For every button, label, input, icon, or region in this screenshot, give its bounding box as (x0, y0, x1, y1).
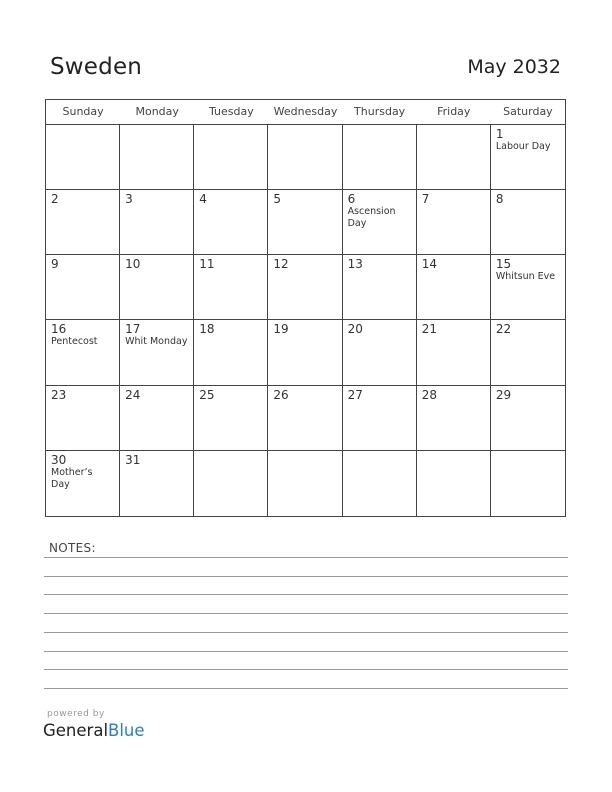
day-number: 16 (51, 322, 67, 337)
day-cells (46, 125, 565, 516)
day-cell (491, 190, 565, 255)
note-line (44, 669, 568, 670)
calendar-grid (45, 99, 566, 517)
day-number: 31 (125, 452, 141, 467)
day-cell (194, 190, 268, 255)
day-cell (491, 386, 565, 451)
day-cell (268, 386, 342, 451)
month-year-title: May 2032 (467, 56, 561, 78)
weekday-wednesday: Wednesday (273, 105, 338, 118)
weekday-header (46, 100, 565, 125)
weekday-monday: Monday (135, 105, 179, 118)
day-number: 2 (51, 192, 59, 207)
generalblue-logo[interactable] (43, 721, 145, 740)
day-cell (46, 125, 120, 190)
day-number: 30 (51, 452, 67, 467)
day-cell (46, 255, 120, 320)
day-cell (194, 320, 268, 385)
weekday-tuesday: Tuesday (208, 105, 254, 118)
day-cell (417, 320, 491, 385)
day-number: 10 (125, 257, 141, 272)
day-number: 3 (125, 192, 133, 207)
day-cell (491, 255, 565, 320)
day-cell (268, 125, 342, 190)
day-cell (343, 255, 417, 320)
day-number: 20 (347, 322, 363, 337)
day-number: 19 (273, 322, 289, 337)
note-line (44, 688, 568, 689)
day-cell (417, 190, 491, 255)
day-cell (268, 320, 342, 385)
holiday-label: Ascension Day (347, 206, 396, 230)
day-number: 29 (495, 387, 512, 402)
day-cell (417, 451, 491, 516)
day-cell (120, 451, 194, 516)
day-cell (343, 190, 417, 255)
note-line (44, 651, 568, 652)
note-line (44, 557, 568, 558)
day-cell (120, 320, 194, 385)
day-number: 9 (51, 257, 59, 272)
day-cell (491, 451, 565, 516)
day-cell (120, 190, 194, 255)
day-cell (194, 386, 268, 451)
day-number: 24 (125, 387, 141, 402)
day-number: 11 (199, 257, 215, 272)
note-line (44, 632, 568, 633)
day-cell (46, 386, 120, 451)
day-cell (194, 451, 268, 516)
day-cell (194, 255, 268, 320)
day-number: 17 (125, 322, 141, 337)
powered-by-text: powered by (47, 709, 105, 719)
day-number: 1 (495, 127, 504, 141)
day-cell (120, 386, 194, 451)
weekday-sunday: Sunday (62, 105, 104, 118)
day-cell (491, 125, 565, 190)
day-number: 26 (273, 387, 289, 402)
day-cell (343, 451, 417, 516)
day-number: 25 (199, 387, 215, 402)
brand-general: General (43, 721, 109, 740)
holiday-label: Whit Monday (125, 336, 188, 348)
day-number: 23 (51, 387, 67, 402)
day-number: 14 (421, 257, 437, 272)
day-cell (417, 125, 491, 190)
note-line (44, 594, 568, 595)
day-cell (417, 386, 491, 451)
weekday-friday: Friday (437, 105, 471, 118)
day-number: 21 (421, 322, 437, 337)
brand-blue: Blue (108, 721, 145, 740)
note-line (44, 576, 568, 577)
day-cell (120, 255, 194, 320)
weekday-saturday: Saturday (503, 105, 553, 118)
notes-label: NOTES: (49, 541, 96, 555)
day-cell (343, 386, 417, 451)
day-cell (120, 125, 194, 190)
country-title: Sweden (50, 54, 143, 80)
day-cell (268, 451, 342, 516)
day-cell (46, 451, 120, 516)
day-number: 12 (273, 257, 289, 272)
day-cell (268, 190, 342, 255)
day-number: 22 (495, 322, 512, 337)
day-number: 27 (347, 387, 363, 402)
day-number: 15 (495, 257, 512, 272)
day-cell (417, 255, 491, 320)
day-cell (491, 320, 565, 385)
weekday-thursday: Thursday (354, 105, 406, 118)
day-cell (46, 320, 120, 385)
holiday-label: Mother’s Day (51, 466, 93, 490)
day-number: 5 (273, 192, 282, 207)
day-cell (343, 125, 417, 190)
holiday-label: Whitsun Eve (495, 271, 556, 283)
day-cell (268, 255, 342, 320)
day-number: 18 (199, 322, 215, 337)
day-number: 4 (199, 192, 207, 207)
day-number: 13 (347, 257, 363, 272)
day-number: 8 (495, 192, 504, 207)
day-number: 7 (421, 192, 430, 207)
day-cell (46, 190, 120, 255)
day-cell (194, 125, 268, 190)
note-line (44, 613, 568, 614)
holiday-label: Labour Day (495, 141, 551, 152)
day-number: 6 (347, 192, 356, 207)
day-number: 28 (421, 387, 437, 402)
day-cell (343, 320, 417, 385)
holiday-label: Pentecost (51, 336, 98, 348)
